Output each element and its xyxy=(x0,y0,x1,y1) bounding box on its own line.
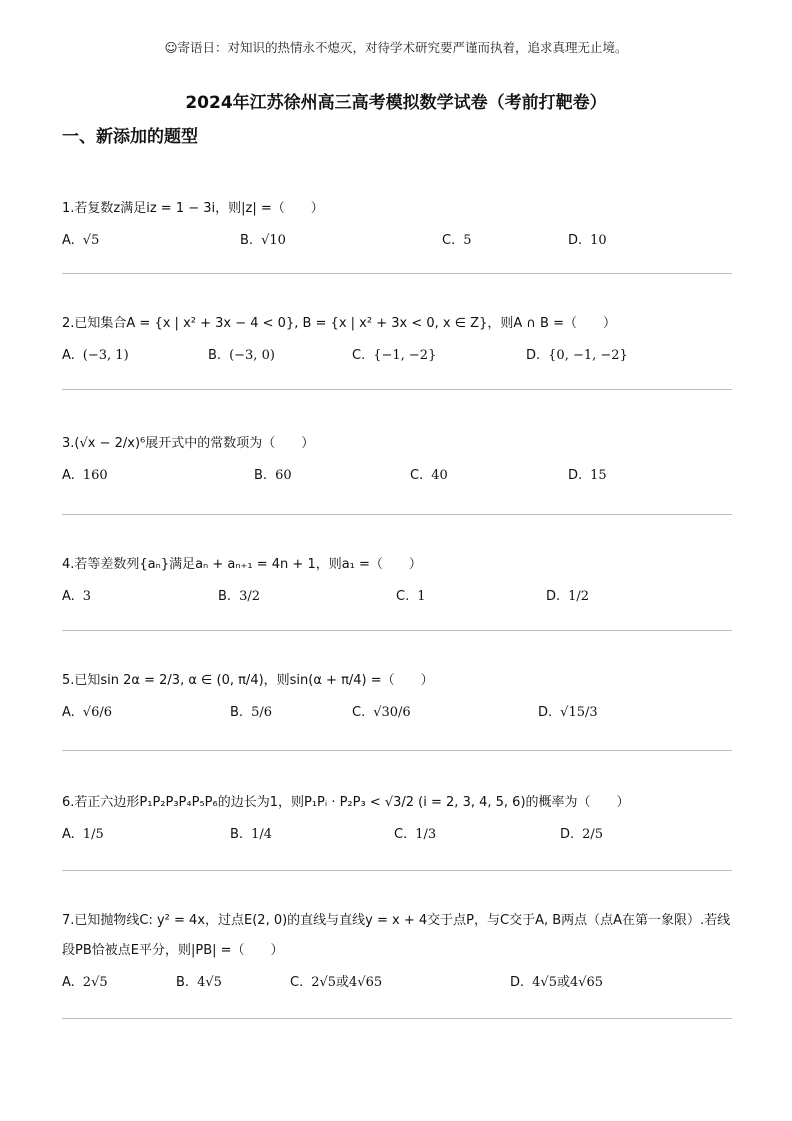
option-label: A. xyxy=(62,975,75,990)
question-7-options xyxy=(62,966,732,1000)
option-label: B. xyxy=(176,975,190,990)
option-label: A. xyxy=(62,468,75,483)
option-c[interactable] xyxy=(352,696,411,730)
option-label: D. xyxy=(546,589,561,604)
question-5-stem: 5.已知sin 2α = 2/3, α ∈ (0, π/4)，则sin(α + π/4) =（ ） xyxy=(62,673,434,688)
option-label: B. xyxy=(208,348,222,363)
question-1 xyxy=(62,194,732,258)
option-a[interactable] xyxy=(62,580,91,614)
question-2 xyxy=(62,309,732,373)
option-label: C. xyxy=(396,589,410,604)
option-value: 1/2 xyxy=(568,589,590,604)
option-value: 2/5 xyxy=(582,827,604,842)
option-label: B. xyxy=(254,468,268,483)
option-label: A. xyxy=(62,827,75,842)
option-d[interactable] xyxy=(560,818,603,852)
option-d[interactable] xyxy=(526,339,628,373)
question-6-stem: 6.若正六边形P₁P₂P₃P₄P₅P₆的边长为1，则P₁Pᵢ · P₂P₃ < √3/2 (i = 2, 3, 4, 5, 6)的概率为（ ） xyxy=(62,795,630,810)
option-d[interactable] xyxy=(546,580,589,614)
option-value: 60 xyxy=(275,468,292,483)
option-a[interactable] xyxy=(62,818,104,852)
option-a[interactable] xyxy=(62,339,129,373)
question-4 xyxy=(62,550,732,614)
option-value: 10 xyxy=(590,233,607,248)
option-b[interactable] xyxy=(176,966,222,1000)
question-7-stem: 7.已知抛物线C: y² = 4x，过点E(2, 0)的直线与直线y = x + 4交于点P，与C交于A, B两点（点A在第一象限）.若线段PB恰被点E平分，则|PB| =（ ） xyxy=(62,913,731,958)
option-c[interactable] xyxy=(352,339,436,373)
option-c[interactable] xyxy=(290,966,382,1000)
question-2-options xyxy=(62,339,732,373)
question-3-stem: 3.(√x − 2/x)⁶展开式中的常数项为（ ） xyxy=(62,436,315,451)
question-4-stem: 4.若等差数列{aₙ}满足aₙ + aₙ₊₁ = 4n + 1，则a₁ =（ ） xyxy=(62,557,422,572)
option-label: B. xyxy=(230,705,244,720)
option-d[interactable] xyxy=(568,459,607,493)
question-6 xyxy=(62,788,732,852)
option-c[interactable] xyxy=(442,224,472,258)
option-label: D. xyxy=(538,705,553,720)
option-label: C. xyxy=(290,975,304,990)
option-a[interactable] xyxy=(62,696,112,730)
question-5-options xyxy=(62,696,732,730)
divider xyxy=(62,870,732,871)
option-b[interactable] xyxy=(230,696,272,730)
option-value: 160 xyxy=(82,468,108,483)
option-label: B. xyxy=(240,233,254,248)
option-label: C. xyxy=(352,705,366,720)
divider xyxy=(62,389,732,390)
option-a[interactable] xyxy=(62,224,99,258)
option-value: (−3, 0) xyxy=(229,348,275,363)
option-value: (−3, 1) xyxy=(82,348,129,363)
option-label: B. xyxy=(230,827,244,842)
option-value: 5/6 xyxy=(251,705,272,720)
option-label: B. xyxy=(218,589,232,604)
option-label: A. xyxy=(62,589,75,604)
option-b[interactable] xyxy=(240,224,286,258)
option-value: 1/5 xyxy=(82,827,104,842)
option-value: 3 xyxy=(82,589,92,604)
option-value: 1/4 xyxy=(251,827,272,842)
option-a[interactable] xyxy=(62,966,108,1000)
option-label: D. xyxy=(510,975,525,990)
option-b[interactable] xyxy=(218,580,260,614)
option-d[interactable] xyxy=(568,224,607,258)
option-value: 1/3 xyxy=(415,827,437,842)
option-a[interactable] xyxy=(62,459,108,493)
option-label: D. xyxy=(568,468,583,483)
option-d[interactable] xyxy=(510,966,603,1000)
option-value: 2√5或4√65 xyxy=(311,975,383,990)
option-value: √10 xyxy=(261,233,286,248)
option-value: 5 xyxy=(463,233,472,248)
option-b[interactable] xyxy=(254,459,292,493)
question-3 xyxy=(62,429,732,493)
option-value: 40 xyxy=(431,468,448,483)
question-7 xyxy=(62,906,732,1000)
option-c[interactable] xyxy=(410,459,448,493)
option-b[interactable] xyxy=(208,339,275,373)
question-1-options xyxy=(62,224,732,258)
option-value: {0, −1, −2} xyxy=(548,348,628,363)
option-value: {−1, −2} xyxy=(373,348,437,363)
option-value: √15/3 xyxy=(560,705,598,720)
question-1-stem: 1.若复数z满足iz = 1 − 3i，则|z| =（ ） xyxy=(62,201,324,216)
page-title: 2024年江苏徐州高三高考模拟数学试卷（考前打靶卷） xyxy=(185,93,607,113)
question-3-options xyxy=(62,459,732,493)
option-value: 2√5 xyxy=(82,975,108,990)
option-label: D. xyxy=(526,348,541,363)
option-label: C. xyxy=(352,348,366,363)
option-value: 1 xyxy=(417,589,426,604)
option-label: C. xyxy=(442,233,456,248)
divider xyxy=(62,750,732,751)
option-b[interactable] xyxy=(230,818,272,852)
option-value: 15 xyxy=(590,468,607,483)
divider xyxy=(62,1018,732,1019)
option-label: C. xyxy=(394,827,408,842)
option-value: 4√5 xyxy=(197,975,222,990)
option-value: √6/6 xyxy=(82,705,113,720)
option-value: √5 xyxy=(82,233,100,248)
option-value: 4√5或4√65 xyxy=(532,975,604,990)
option-d[interactable] xyxy=(538,696,598,730)
question-4-options xyxy=(62,580,732,614)
option-label: D. xyxy=(560,827,575,842)
option-value: √30/6 xyxy=(373,705,411,720)
section-heading: 一、新添加的题型 xyxy=(62,127,198,147)
option-label: C. xyxy=(410,468,424,483)
question-5 xyxy=(62,666,732,730)
divider xyxy=(62,514,732,515)
question-2-stem: 2.已知集合A = {x | x² + 3x − 4 < 0}, B = {x | x² + 3x < 0, x ∈ Z}，则A ∩ B =（ ） xyxy=(62,316,616,331)
option-label: A. xyxy=(62,348,75,363)
divider xyxy=(62,273,732,274)
option-label: D. xyxy=(568,233,583,248)
option-c[interactable] xyxy=(394,818,436,852)
option-value: 3/2 xyxy=(239,589,260,604)
option-c[interactable] xyxy=(396,580,426,614)
option-label: A. xyxy=(62,705,75,720)
motto-text: ☺寄语日：对知识的热情永不熄灭，对待学术研究要严谨而执着，追求真理无止境。 xyxy=(164,40,628,55)
question-6-options xyxy=(62,818,732,852)
divider xyxy=(62,630,732,631)
option-label: A. xyxy=(62,233,75,248)
